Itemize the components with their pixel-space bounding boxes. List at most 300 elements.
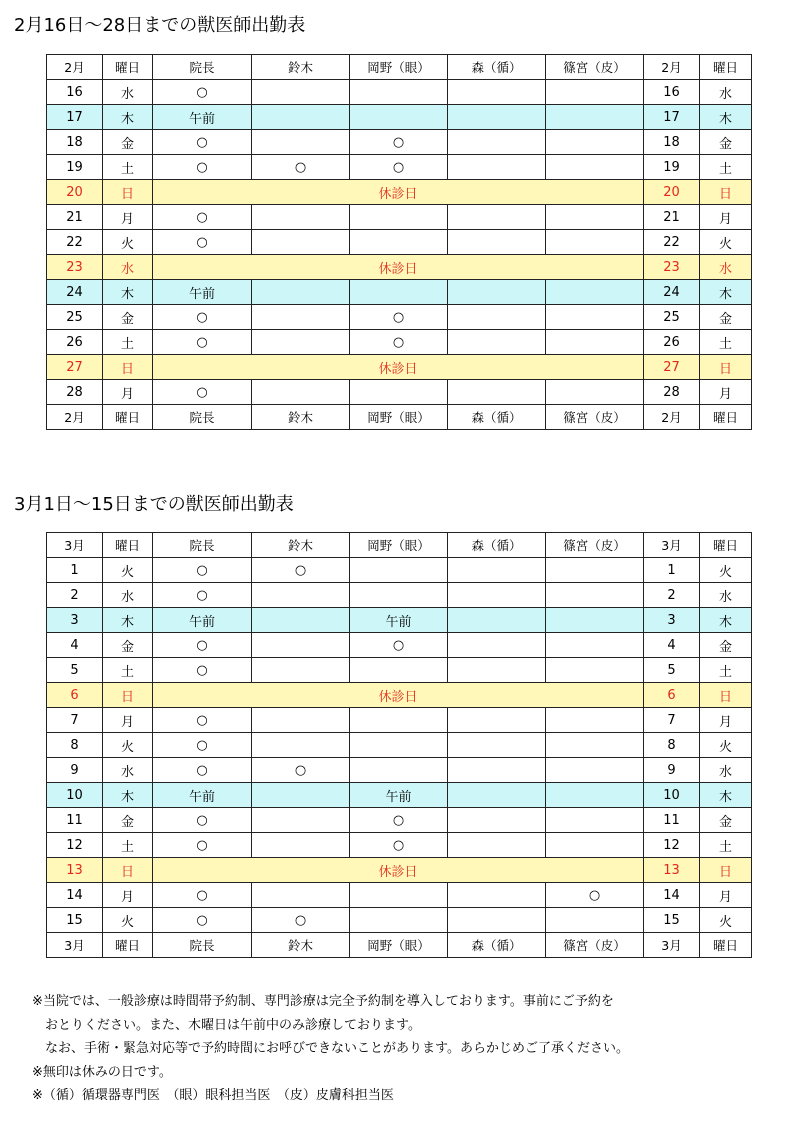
shift-cell: 午前: [350, 608, 448, 633]
shift-cell: [252, 105, 350, 130]
table-row: [47, 858, 752, 883]
weekday-cell: 土: [103, 833, 153, 858]
day-cell: 13: [47, 858, 103, 883]
day-cell: 12: [47, 833, 103, 858]
day-cell: 10: [47, 783, 103, 808]
shift-cell: ○: [153, 808, 252, 833]
note-line: ※当院では、一般診療は時間帯予約制、専門診療は完全予約制を導入しております。事前にご予約を: [32, 994, 614, 1009]
table-row: [47, 280, 752, 305]
shift-cell: [448, 380, 546, 405]
day-cell: 3: [47, 608, 103, 633]
weekday-cell: 日: [700, 180, 752, 205]
day-cell: 4: [47, 633, 103, 658]
shift-cell: [252, 583, 350, 608]
weekday-cell: 水: [700, 255, 752, 280]
shift-cell: [350, 583, 448, 608]
header-cell: 曜日: [103, 405, 153, 430]
header-cell: 鈴木: [252, 533, 350, 558]
day-cell: 6: [47, 683, 103, 708]
day-cell: 19: [644, 155, 700, 180]
shift-cell: [546, 708, 644, 733]
weekday-cell: 月: [103, 883, 153, 908]
day-cell: 8: [644, 733, 700, 758]
shift-cell: [252, 658, 350, 683]
shift-cell: [252, 230, 350, 255]
schedule-title-feb: 2月16日～28日までの獣医師出勤表: [14, 15, 306, 36]
weekday-cell: 水: [103, 80, 153, 105]
day-cell: 15: [47, 908, 103, 933]
weekday-cell: 火: [700, 558, 752, 583]
day-cell: 23: [644, 255, 700, 280]
table-row: [47, 230, 752, 255]
day-cell: 11: [644, 808, 700, 833]
holiday-label: 休診日: [153, 858, 644, 883]
weekday-cell: 月: [103, 708, 153, 733]
shift-cell: [448, 330, 546, 355]
shift-cell: [546, 380, 644, 405]
table-row: [47, 758, 752, 783]
day-cell: 2: [644, 583, 700, 608]
shift-cell: [350, 883, 448, 908]
weekday-cell: 月: [700, 380, 752, 405]
table-row: [47, 205, 752, 230]
weekday-cell: 土: [700, 330, 752, 355]
weekday-cell: 金: [700, 130, 752, 155]
header-cell: 曜日: [103, 933, 153, 958]
day-cell: 22: [47, 230, 103, 255]
note-line: なお、手術・緊急対応等で予約時間にお呼びできないことがあります。あらかじめご了承ください。: [32, 1041, 629, 1056]
shift-cell: [546, 230, 644, 255]
shift-cell: ○: [153, 658, 252, 683]
shift-cell: ○: [153, 633, 252, 658]
header-cell: 曜日: [103, 533, 153, 558]
shift-cell: ○: [252, 758, 350, 783]
table-row: [47, 708, 752, 733]
table-row: [47, 80, 752, 105]
weekday-cell: 日: [103, 858, 153, 883]
shift-cell: [546, 205, 644, 230]
day-cell: 1: [644, 558, 700, 583]
header-cell: 院長: [153, 533, 252, 558]
shift-cell: [252, 633, 350, 658]
shift-cell: 午前: [153, 105, 252, 130]
table-row: [47, 883, 752, 908]
day-cell: 13: [644, 858, 700, 883]
day-cell: 20: [644, 180, 700, 205]
shift-cell: ○: [153, 205, 252, 230]
day-cell: 24: [47, 280, 103, 305]
weekday-cell: 月: [103, 205, 153, 230]
shift-cell: [546, 633, 644, 658]
shift-cell: ○: [350, 808, 448, 833]
shift-cell: [448, 130, 546, 155]
shift-cell: [546, 758, 644, 783]
header-cell: 篠宮（皮）: [546, 405, 644, 430]
shift-cell: 午前: [153, 783, 252, 808]
shift-cell: [546, 105, 644, 130]
day-cell: 16: [47, 80, 103, 105]
day-cell: 8: [47, 733, 103, 758]
shift-cell: ○: [252, 908, 350, 933]
table-row: [47, 658, 752, 683]
shift-cell: [350, 758, 448, 783]
shift-cell: ○: [153, 733, 252, 758]
header-cell: 曜日: [700, 405, 752, 430]
weekday-cell: 日: [103, 180, 153, 205]
day-cell: 1: [47, 558, 103, 583]
header-cell: 3月: [644, 533, 700, 558]
weekday-cell: 金: [700, 305, 752, 330]
header-cell: 森（循）: [448, 405, 546, 430]
weekday-cell: 木: [700, 280, 752, 305]
shift-cell: ○: [153, 130, 252, 155]
shift-cell: [350, 280, 448, 305]
weekday-cell: 金: [103, 130, 153, 155]
shift-cell: [546, 658, 644, 683]
day-cell: 26: [47, 330, 103, 355]
day-cell: 5: [47, 658, 103, 683]
day-cell: 20: [47, 180, 103, 205]
day-cell: 15: [644, 908, 700, 933]
day-cell: 7: [644, 708, 700, 733]
table-row: [47, 908, 752, 933]
shift-cell: ○: [153, 380, 252, 405]
shift-cell: [546, 583, 644, 608]
header-cell: 森（循）: [448, 933, 546, 958]
table-row: [47, 683, 752, 708]
shift-cell: ○: [153, 230, 252, 255]
day-cell: 21: [644, 205, 700, 230]
holiday-label: 休診日: [153, 355, 644, 380]
weekday-cell: 水: [103, 583, 153, 608]
shift-cell: ○: [153, 583, 252, 608]
table-row: [47, 180, 752, 205]
shift-cell: [350, 708, 448, 733]
shift-cell: [448, 305, 546, 330]
shift-cell: [350, 908, 448, 933]
header-cell: 3月: [47, 933, 103, 958]
shift-cell: [252, 280, 350, 305]
shift-cell: ○: [153, 305, 252, 330]
shift-cell: [350, 658, 448, 683]
day-cell: 23: [47, 255, 103, 280]
shift-cell: ○: [350, 305, 448, 330]
table-row: [47, 833, 752, 858]
table-row: [47, 155, 752, 180]
weekday-cell: 日: [700, 683, 752, 708]
weekday-cell: 月: [700, 205, 752, 230]
header-cell: 院長: [153, 933, 252, 958]
day-cell: 11: [47, 808, 103, 833]
day-cell: 28: [47, 380, 103, 405]
shift-cell: [448, 230, 546, 255]
shift-cell: [448, 633, 546, 658]
weekday-cell: 火: [103, 733, 153, 758]
shift-cell: [350, 230, 448, 255]
day-cell: 12: [644, 833, 700, 858]
shift-cell: ○: [350, 155, 448, 180]
weekday-cell: 金: [103, 808, 153, 833]
shift-cell: ○: [252, 155, 350, 180]
shift-cell: [448, 558, 546, 583]
header-cell: 篠宮（皮）: [546, 533, 644, 558]
weekday-cell: 土: [103, 658, 153, 683]
schedule-title-mar: 3月1日～15日までの獣医師出勤表: [14, 494, 294, 515]
shift-cell: [350, 558, 448, 583]
table-row: [47, 305, 752, 330]
table-row: [47, 583, 752, 608]
weekday-cell: 火: [700, 908, 752, 933]
day-cell: 25: [47, 305, 103, 330]
header-cell: 森（循）: [448, 55, 546, 80]
weekday-cell: 月: [700, 883, 752, 908]
shift-cell: [448, 733, 546, 758]
notes: [32, 990, 629, 1108]
shift-cell: [546, 558, 644, 583]
weekday-cell: 火: [103, 558, 153, 583]
weekday-cell: 日: [700, 858, 752, 883]
shift-cell: [448, 758, 546, 783]
header-row: [47, 55, 752, 80]
day-cell: 21: [47, 205, 103, 230]
shift-cell: [546, 733, 644, 758]
schedule-table-mar: [46, 532, 752, 958]
weekday-cell: 火: [700, 733, 752, 758]
day-cell: 24: [644, 280, 700, 305]
weekday-cell: 日: [700, 355, 752, 380]
weekday-cell: 木: [103, 105, 153, 130]
shift-cell: [546, 80, 644, 105]
header-row: [47, 933, 752, 958]
shift-cell: ○: [153, 330, 252, 355]
weekday-cell: 水: [103, 255, 153, 280]
shift-cell: [350, 733, 448, 758]
header-cell: 篠宮（皮）: [546, 55, 644, 80]
header-cell: 岡野（眼）: [350, 55, 448, 80]
holiday-label: 休診日: [153, 683, 644, 708]
header-cell: 2月: [47, 405, 103, 430]
weekday-cell: 金: [700, 808, 752, 833]
weekday-cell: 日: [103, 355, 153, 380]
table-row: [47, 783, 752, 808]
shift-cell: [448, 105, 546, 130]
table-row: [47, 558, 752, 583]
weekday-cell: 水: [700, 758, 752, 783]
shift-cell: 午前: [153, 280, 252, 305]
weekday-cell: 金: [103, 305, 153, 330]
header-cell: 院長: [153, 55, 252, 80]
shift-cell: [448, 908, 546, 933]
table-row: [47, 608, 752, 633]
day-cell: 17: [47, 105, 103, 130]
table-row: [47, 355, 752, 380]
header-cell: 2月: [47, 55, 103, 80]
shift-cell: [252, 733, 350, 758]
header-cell: 鈴木: [252, 933, 350, 958]
weekday-cell: 金: [103, 633, 153, 658]
shift-cell: [252, 783, 350, 808]
header-cell: 鈴木: [252, 55, 350, 80]
shift-cell: ○: [153, 80, 252, 105]
shift-cell: [448, 883, 546, 908]
shift-cell: [252, 330, 350, 355]
shift-cell: ○: [153, 883, 252, 908]
shift-cell: [252, 608, 350, 633]
shift-cell: [252, 305, 350, 330]
day-cell: 28: [644, 380, 700, 405]
shift-cell: [350, 380, 448, 405]
weekday-cell: 水: [700, 80, 752, 105]
day-cell: 18: [644, 130, 700, 155]
day-cell: 9: [47, 758, 103, 783]
table-row: [47, 130, 752, 155]
weekday-cell: 月: [700, 708, 752, 733]
shift-cell: [252, 205, 350, 230]
header-cell: 森（循）: [448, 533, 546, 558]
shift-cell: [252, 130, 350, 155]
day-cell: 9: [644, 758, 700, 783]
shift-cell: [350, 205, 448, 230]
shift-cell: ○: [153, 558, 252, 583]
header-row: [47, 533, 752, 558]
shift-cell: [546, 908, 644, 933]
weekday-cell: 水: [103, 758, 153, 783]
weekday-cell: 木: [103, 280, 153, 305]
day-cell: 6: [644, 683, 700, 708]
header-cell: 3月: [644, 933, 700, 958]
shift-cell: ○: [153, 758, 252, 783]
day-cell: 19: [47, 155, 103, 180]
shift-cell: [448, 783, 546, 808]
shift-cell: [252, 883, 350, 908]
day-cell: 4: [644, 633, 700, 658]
weekday-cell: 土: [103, 155, 153, 180]
weekday-cell: 火: [700, 230, 752, 255]
weekday-cell: 木: [103, 608, 153, 633]
table-row: [47, 255, 752, 280]
header-cell: 曜日: [700, 933, 752, 958]
shift-cell: [448, 280, 546, 305]
shift-cell: [546, 305, 644, 330]
note-line: おとりください。また、木曜日は午前中のみ診療しております。: [32, 1017, 421, 1033]
shift-cell: ○: [153, 155, 252, 180]
shift-cell: [448, 833, 546, 858]
table-row: [47, 380, 752, 405]
day-cell: 26: [644, 330, 700, 355]
header-cell: 曜日: [700, 533, 752, 558]
shift-cell: [546, 833, 644, 858]
weekday-cell: 火: [103, 230, 153, 255]
shift-cell: [350, 105, 448, 130]
weekday-cell: 木: [700, 105, 752, 130]
shift-cell: [546, 155, 644, 180]
weekday-cell: 土: [700, 658, 752, 683]
shift-cell: [252, 808, 350, 833]
shift-cell: ○: [350, 633, 448, 658]
shift-cell: [252, 708, 350, 733]
shift-cell: 午前: [350, 783, 448, 808]
holiday-label: 休診日: [153, 180, 644, 205]
shift-cell: [252, 80, 350, 105]
header-cell: 2月: [644, 55, 700, 80]
day-cell: 17: [644, 105, 700, 130]
day-cell: 5: [644, 658, 700, 683]
weekday-cell: 土: [700, 833, 752, 858]
shift-cell: [448, 155, 546, 180]
weekday-cell: 水: [700, 583, 752, 608]
shift-cell: [546, 608, 644, 633]
shift-cell: [546, 330, 644, 355]
weekday-cell: 木: [103, 783, 153, 808]
weekday-cell: 月: [103, 380, 153, 405]
header-cell: 岡野（眼）: [350, 405, 448, 430]
shift-cell: [448, 608, 546, 633]
shift-cell: ○: [350, 833, 448, 858]
shift-cell: [448, 808, 546, 833]
table-row: [47, 633, 752, 658]
day-cell: 27: [644, 355, 700, 380]
shift-cell: ○: [350, 130, 448, 155]
day-cell: 18: [47, 130, 103, 155]
shift-cell: ○: [153, 833, 252, 858]
day-cell: 3: [644, 608, 700, 633]
header-cell: 2月: [644, 405, 700, 430]
header-cell: 曜日: [103, 55, 153, 80]
header-cell: 3月: [47, 533, 103, 558]
weekday-cell: 土: [103, 330, 153, 355]
table-row: [47, 733, 752, 758]
shift-cell: ○: [350, 330, 448, 355]
shift-cell: [448, 583, 546, 608]
header-cell: 岡野（眼）: [350, 933, 448, 958]
header-cell: 曜日: [700, 55, 752, 80]
shift-cell: [448, 205, 546, 230]
shift-cell: 午前: [153, 608, 252, 633]
weekday-cell: 木: [700, 783, 752, 808]
day-cell: 10: [644, 783, 700, 808]
shift-cell: [546, 280, 644, 305]
header-cell: 院長: [153, 405, 252, 430]
day-cell: 14: [644, 883, 700, 908]
shift-cell: ○: [252, 558, 350, 583]
day-cell: 16: [644, 80, 700, 105]
shift-cell: ○: [153, 908, 252, 933]
header-cell: 鈴木: [252, 405, 350, 430]
header-row: [47, 405, 752, 430]
shift-cell: [252, 380, 350, 405]
day-cell: 14: [47, 883, 103, 908]
shift-cell: [448, 658, 546, 683]
weekday-cell: 金: [700, 633, 752, 658]
day-cell: 7: [47, 708, 103, 733]
holiday-label: 休診日: [153, 255, 644, 280]
shift-cell: [448, 708, 546, 733]
shift-cell: [546, 130, 644, 155]
shift-cell: ○: [546, 883, 644, 908]
shift-cell: [350, 80, 448, 105]
weekday-cell: 火: [103, 908, 153, 933]
table-row: [47, 330, 752, 355]
shift-cell: ○: [153, 708, 252, 733]
header-cell: 岡野（眼）: [350, 533, 448, 558]
weekday-cell: 土: [700, 155, 752, 180]
table-row: [47, 105, 752, 130]
shift-cell: [546, 808, 644, 833]
table-row: [47, 808, 752, 833]
weekday-cell: 日: [103, 683, 153, 708]
note-line: ※（循）循環器専門医 （眼）眼科担当医 （皮）皮膚科担当医: [32, 1088, 394, 1103]
schedule-table-feb: [46, 54, 752, 430]
